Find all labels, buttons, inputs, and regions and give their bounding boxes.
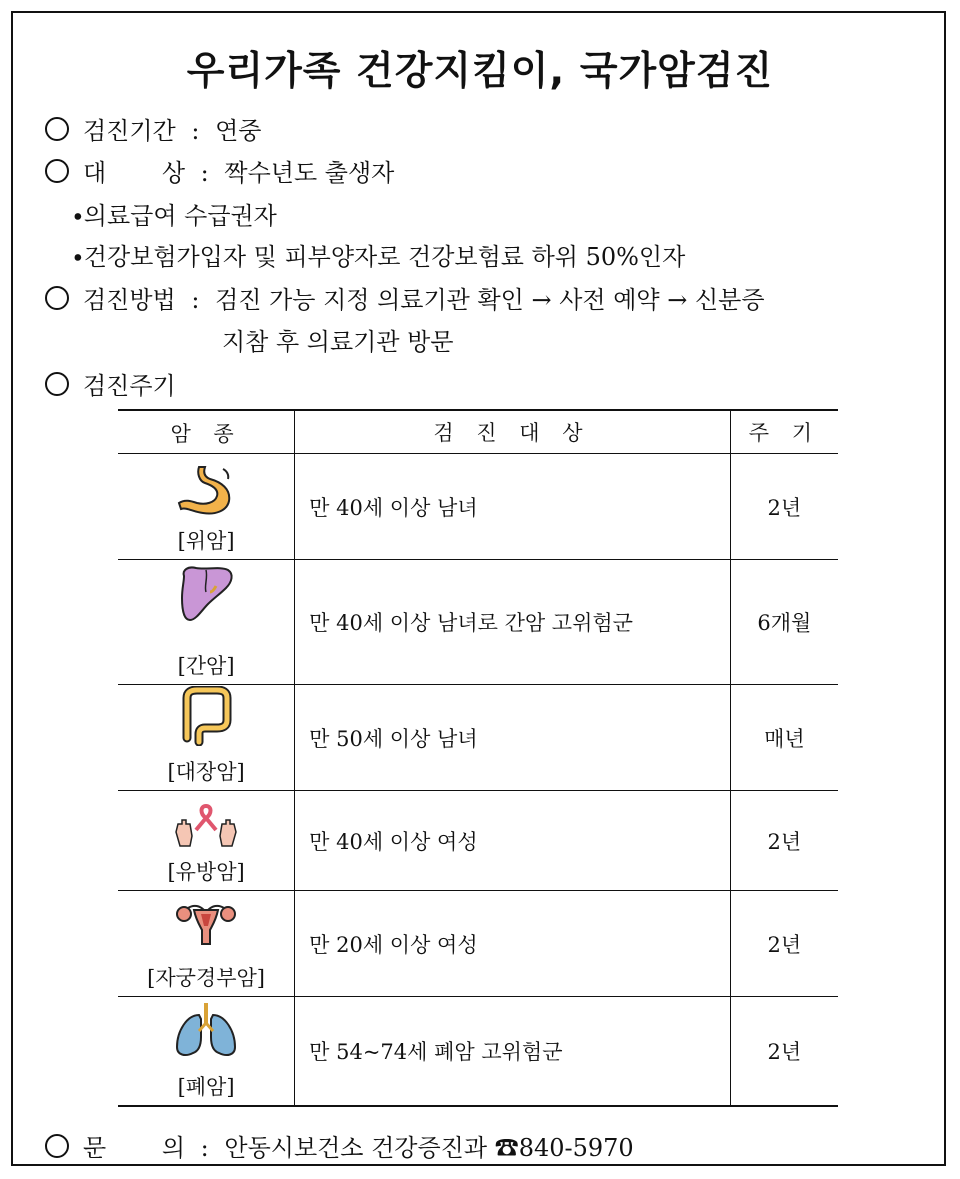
header-target: 검 진 대 상 [295, 410, 731, 454]
cancer-type-cell [118, 560, 295, 685]
table-row [118, 891, 838, 997]
cancer-name: [대장암] [167, 760, 245, 784]
period-row [45, 111, 262, 146]
period-colon: : [191, 117, 200, 145]
table-row [118, 560, 838, 685]
cycle-cell: 2년 [730, 891, 838, 997]
cancer-type-cell [118, 791, 295, 891]
circle-bullet-icon [45, 286, 69, 310]
period-label: 검진기간 [83, 117, 176, 145]
method-row [45, 280, 765, 315]
contact-phone: 840-5970 [518, 1134, 634, 1162]
target-cell: 만 50세 이상 남녀 [295, 685, 731, 791]
stomach-icon [175, 463, 237, 519]
method-colon: : [191, 286, 200, 314]
method-label: 검진방법 [83, 286, 176, 314]
circle-bullet-icon [45, 117, 69, 141]
target-bullet-insurance: ∙건강보험가입자 및 피부양자로 건강보험료 하위 50%인자 [72, 243, 686, 271]
cancer-name: [위암] [177, 529, 235, 553]
cycle-cell: 2년 [730, 997, 838, 1106]
cycle-label: 검진주기 [83, 372, 176, 400]
table-row [118, 997, 838, 1106]
page-title: 우리가족 건강지킴이, 국가암검진 [186, 49, 774, 94]
table-row [118, 454, 838, 560]
target-cell: 만 40세 이상 남녀로 간암 고위험군 [295, 560, 731, 685]
cycle-row [45, 366, 176, 401]
liver-icon [176, 562, 236, 624]
target-cell: 만 20세 이상 여성 [295, 891, 731, 997]
contact-row [45, 1128, 634, 1163]
table-row [118, 791, 838, 891]
contact-value: 안동시보건소 건강증진과 [224, 1134, 488, 1162]
target-bullet-medical-aid: ∙의료급여 수급권자 [72, 202, 277, 230]
cancer-type-cell [118, 685, 295, 791]
target-label-a: 대 [83, 159, 107, 187]
circle-bullet-icon [45, 372, 69, 396]
target-cell: 만 54~74세 폐암 고위험군 [295, 997, 731, 1106]
cancer-type-cell [118, 997, 295, 1106]
cycle-cell: 매년 [730, 685, 838, 791]
table-row [118, 685, 838, 791]
target-cell: 만 40세 이상 남녀 [295, 454, 731, 560]
header-cancer-type: 암 종 [118, 410, 295, 454]
phone-icon: ☎ [494, 1134, 519, 1162]
target-row [45, 153, 394, 188]
cancer-name: [자궁경부암] [147, 966, 265, 990]
table-header-row [118, 410, 838, 454]
target-value: 짝수년도 출생자 [224, 159, 395, 187]
contact-colon: : [200, 1134, 209, 1162]
circle-bullet-icon [45, 1134, 69, 1158]
circle-bullet-icon [45, 159, 69, 183]
method-line1: 검진 가능 지정 의료기관 확인 → 사전 예약 → 신분증 [215, 286, 765, 314]
target-colon: : [200, 159, 209, 187]
target-cell: 만 40세 이상 여성 [295, 791, 731, 891]
cycle-cell: 2년 [730, 454, 838, 560]
target-label-b: 상 [161, 159, 186, 187]
cycle-cell: 2년 [730, 791, 838, 891]
header-cycle: 주 기 [730, 410, 838, 454]
pink-ribbon-hands-icon [174, 802, 238, 850]
colon-icon [177, 686, 235, 746]
cycle-cell: 6개월 [730, 560, 838, 685]
contact-label-a: 문 [83, 1134, 107, 1162]
contact-label-b: 의 [161, 1134, 186, 1162]
method-line2: 지참 후 의료기관 방문 [222, 328, 454, 356]
uterus-icon [174, 900, 238, 948]
cancer-name: [유방암] [167, 860, 245, 884]
cancer-type-cell [118, 891, 295, 997]
cancer-type-cell [118, 454, 295, 560]
screening-table [118, 409, 838, 1107]
period-value: 연중 [215, 117, 262, 145]
lungs-icon [173, 1001, 239, 1059]
cancer-name: [간암] [177, 654, 235, 678]
cancer-name: [폐암] [177, 1074, 235, 1099]
